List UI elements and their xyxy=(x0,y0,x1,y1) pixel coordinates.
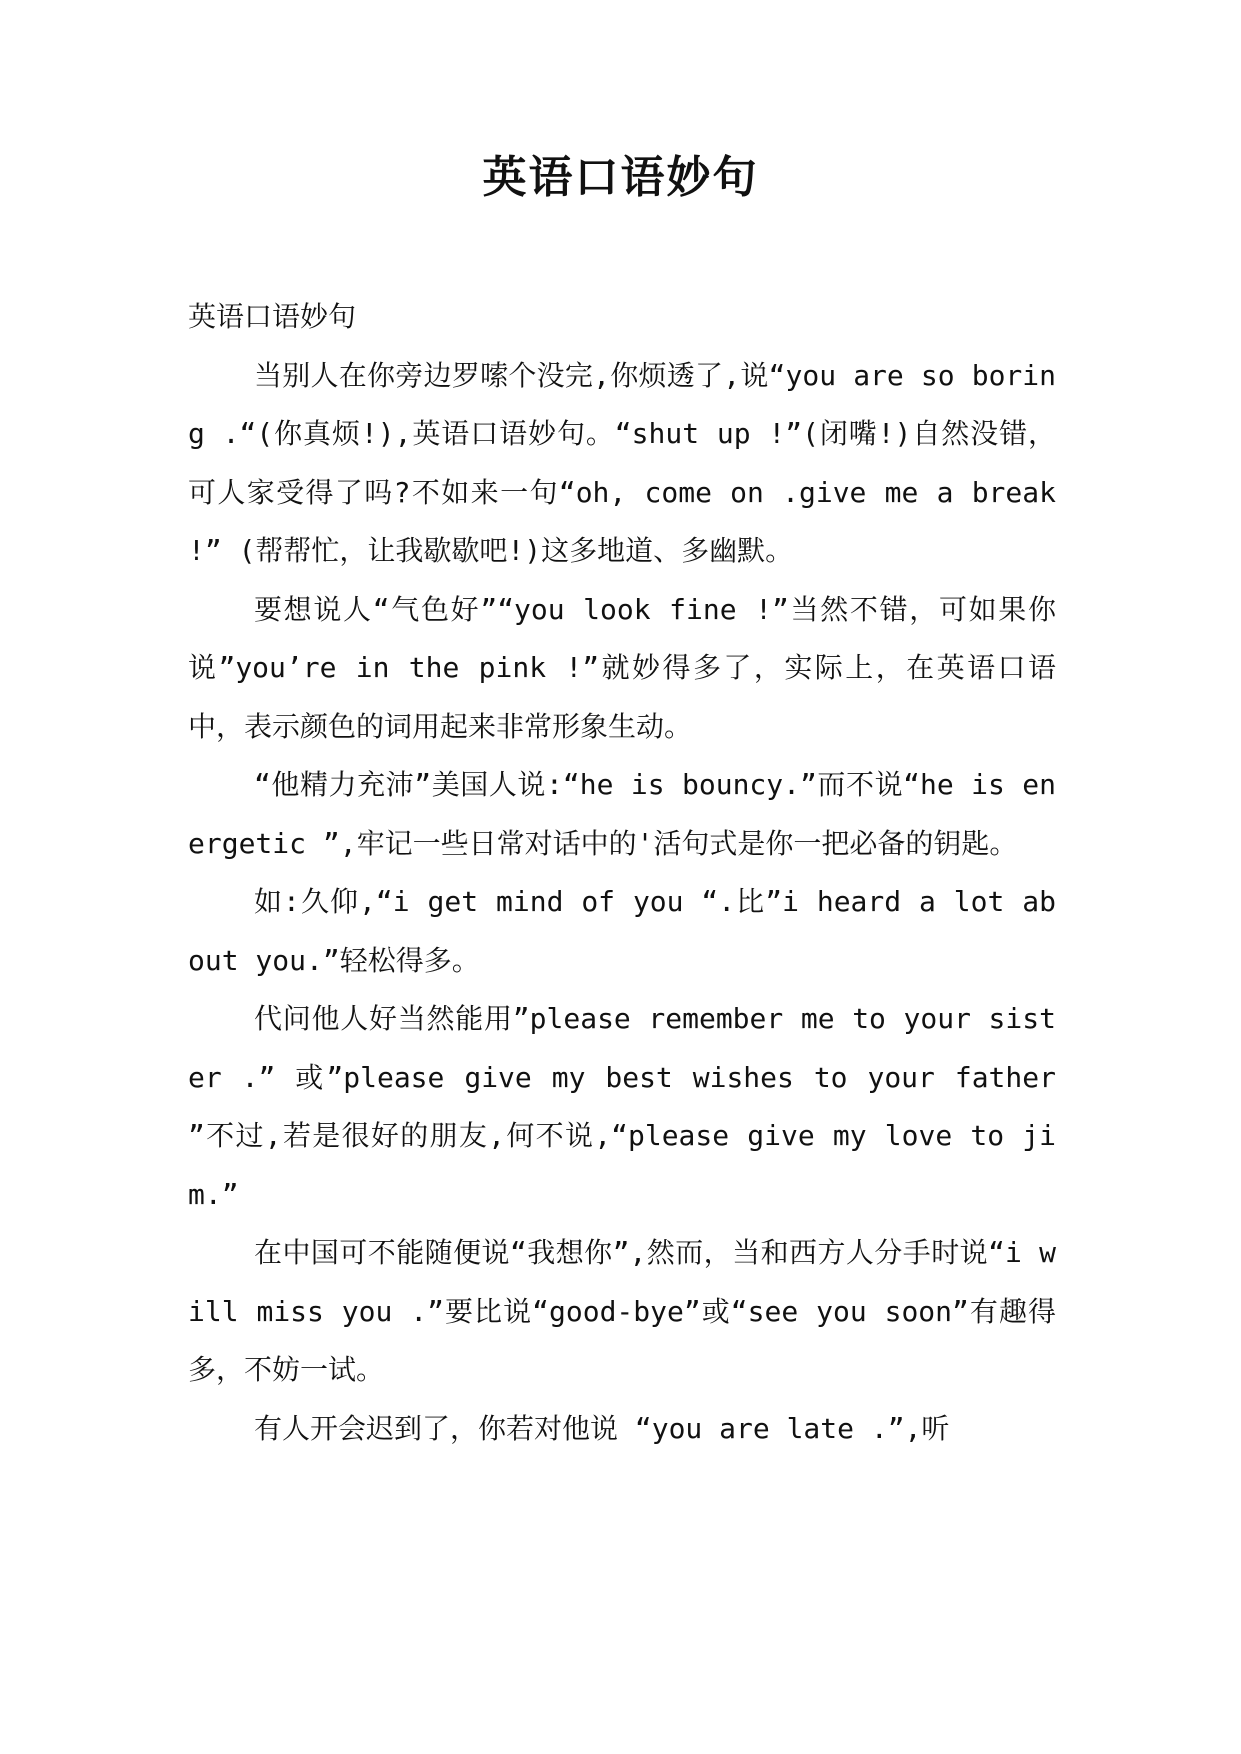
paragraph: “他精力充沛”美国人说:“he is bouncy.”而不说“he is energetic ”,牢记一些日常对话中的'活句式是你一把必备的钥匙。 xyxy=(188,768,1056,860)
paragraph: 有人开会迟到了，你若对他说 “you are late .”,听 xyxy=(254,1411,950,1445)
paragraph: 代问他人好当然能用”please remember me to your sister .” 或”please give my best wishes to your father ”不过,若是很好的朋友,何不说,“please give my love to jim.” xyxy=(188,1002,1056,1211)
paragraph: 如:久仰,“i get mind of you “.比”i heard a lot about you.”轻松得多。 xyxy=(188,885,1056,977)
paragraph: 当别人在你旁边罗嗦个没完,你烦透了,说“you are so boring .“(你真烦!),英语口语妙句。“shut up !”(闭嘴!)自然没错，可人家受得了吗?不如来一句“oh, come on .give me a break !” (帮帮忙，让我歇歇吧!)这多地道、多幽默。 xyxy=(188,358,1056,567)
document-body xyxy=(188,288,1056,1458)
page-title: 英语口语妙句 xyxy=(482,152,759,203)
paragraph-heading: 英语口语妙句 xyxy=(188,300,357,333)
paragraph: 在中国可不能随便说“我想你”,然而，当和西方人分手时说“i will miss you .”要比说“good-bye”或“see you soon”有趣得多，不妨一试。 xyxy=(188,1236,1056,1386)
paragraph: 要想说人“气色好”“you look fine !”当然不错，可如果你说”you’re in the pink !”就妙得多了，实际上，在英语口语中，表示颜色的词用起来非常形象生动。 xyxy=(188,592,1056,743)
